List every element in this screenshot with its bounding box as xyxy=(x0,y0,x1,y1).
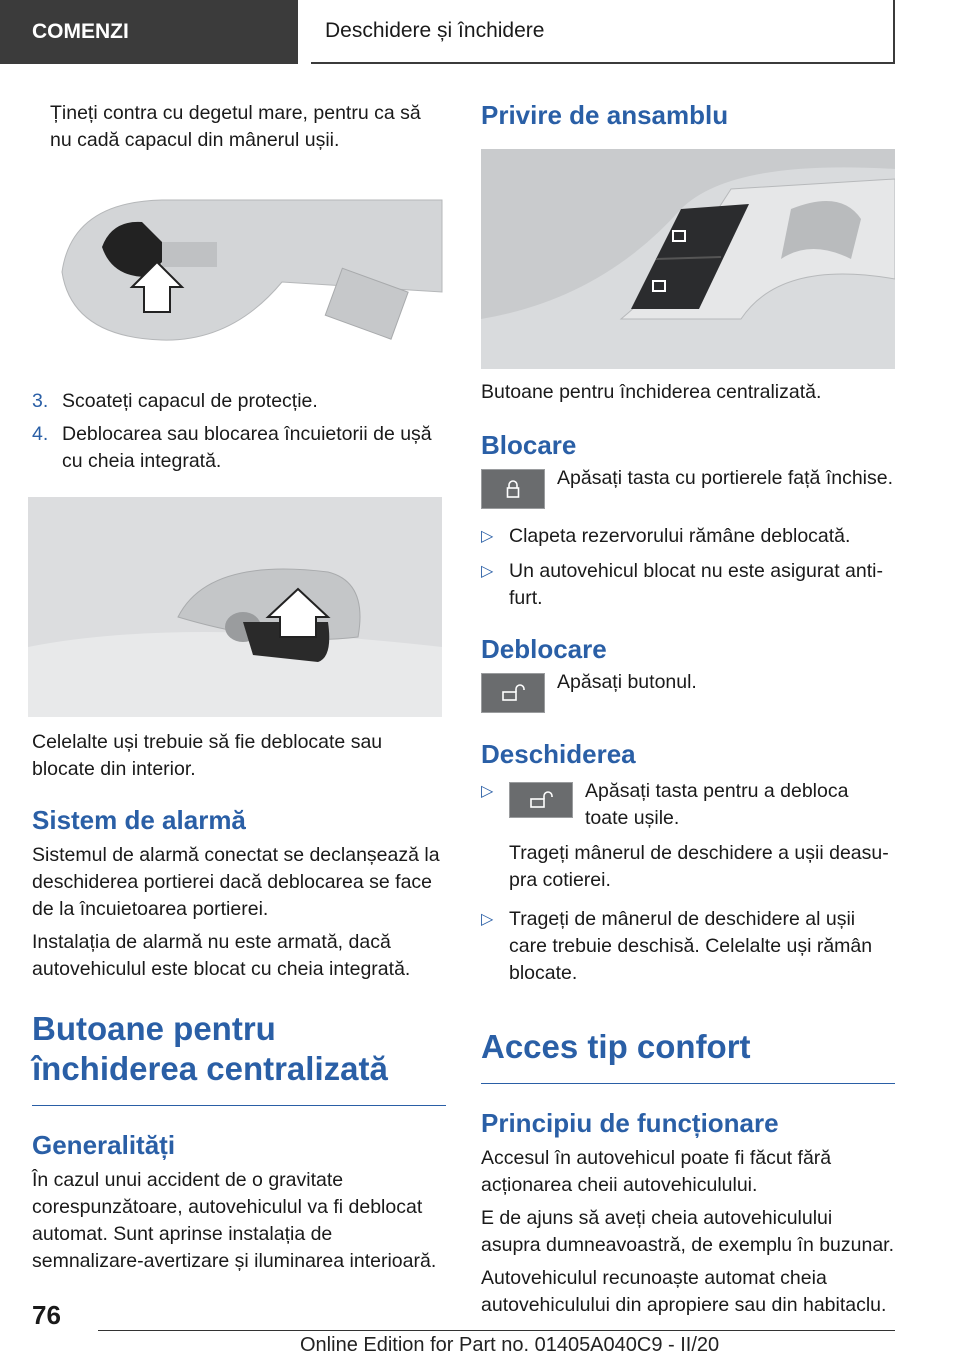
edition-footer: Online Edition for Part no. 01405A040C9 - II/20 xyxy=(300,1334,720,1356)
figure-central-lock-buttons xyxy=(481,149,895,369)
triangle-bullet-icon: ▷ xyxy=(481,911,494,928)
unlock-text: Apăsați butonul. xyxy=(557,671,697,693)
lock-row xyxy=(481,469,895,509)
central-lock-buttons-illustration xyxy=(481,149,895,369)
lock-text: Apăsați tasta cu portierele față închise. xyxy=(557,467,894,489)
overview-heading: Privire de ansamblu xyxy=(481,100,729,130)
footer-rule xyxy=(98,1330,895,1331)
bullet-text: Apăsați tasta pentru a debloca toate ușile. xyxy=(585,780,849,829)
lock-bullet-1 xyxy=(481,523,895,550)
open-heading: Deschiderea xyxy=(481,739,636,769)
key-in-lock-illustration xyxy=(28,497,442,717)
heading-rule xyxy=(481,1083,895,1084)
central-lock-heading: Butoane pentru închiderea centralizată xyxy=(32,1010,388,1087)
alarm-paragraph-2: Instalația de alarmă nu este armată, dacă autovehiculul este blocat cu cheia integrată. xyxy=(32,931,411,980)
left-column xyxy=(32,100,446,1275)
unlock-row xyxy=(481,673,895,713)
open-bullet-2 xyxy=(481,906,895,987)
step-3 xyxy=(32,388,446,415)
intro-text: Țineți contra cu degetul mare, pentru ca să nu cadă capacul din mânerul ușii. xyxy=(50,102,421,151)
principle-paragraph-2: E de ajuns să aveți cheia autovehiculului asupra dumneavoastră, de exemplu în buzunar. xyxy=(481,1207,895,1256)
lock-button-icon xyxy=(481,469,545,509)
step-text: Deblocarea sau blocarea încuietorii de ușă cu cheia integrată. xyxy=(62,423,432,472)
after-figure-text: Celelalte uși trebuie să fie deblocate sau blocate din interior. xyxy=(32,731,383,780)
triangle-bullet-icon: ▷ xyxy=(481,783,494,800)
triangle-bullet-icon: ▷ xyxy=(481,528,494,545)
right-column xyxy=(481,100,895,1319)
general-paragraph: În cazul unui accident de o gravitate corespunzătoare, autovehiculul va fi deblocat automat. Sunt aprinse instalația de semnalizare-avertizare și iluminarea interioară. xyxy=(32,1169,437,1272)
step-number: 3. xyxy=(32,390,49,412)
bullet-text: Clapeta rezervorului rămâne deblocată. xyxy=(509,525,851,547)
bullet-text: Un autovehicul blocat nu este asigurat antifurt. xyxy=(509,560,883,609)
alarm-heading: Sistem de alarmă xyxy=(32,805,246,835)
unlock-button-icon xyxy=(509,782,573,818)
unlock-heading: Deblocare xyxy=(481,634,607,664)
door-handle-cap-illustration xyxy=(32,182,446,362)
heading-rule xyxy=(32,1105,446,1106)
alarm-paragraph-1: Sistemul de alarmă conectat se declanșează la deschiderea portierei dacă deblocarea se face de la încuietoarea portierei. xyxy=(32,844,440,920)
triangle-bullet-icon: ▷ xyxy=(481,563,494,580)
open-bullet-1-continued: Trageți mânerul de deschidere a ușii deasupra cotierei. xyxy=(509,842,889,891)
step-4 xyxy=(32,421,446,475)
principle-heading: Principiu de funcționare xyxy=(481,1108,779,1138)
lock-heading: Blocare xyxy=(481,430,577,460)
figure-key-in-lock xyxy=(28,497,442,717)
comfort-access-heading: Acces tip confort xyxy=(481,1028,751,1065)
header-section: COMENZI xyxy=(0,0,298,64)
step-number: 4. xyxy=(32,423,49,445)
principle-paragraph-1: Accesul în autovehicul poate fi făcut fără acționarea cheii autovehiculului. xyxy=(481,1147,832,1196)
header-title: Deschidere și închidere xyxy=(311,0,895,64)
bullet-text: Trageți de mânerul de deschidere al ușii care trebuie deschisă. Celelalte uși rămân blocate. xyxy=(509,908,873,984)
overview-caption: Butoane pentru închiderea centralizată. xyxy=(481,381,822,403)
step-text: Scoateți capacul de protecție. xyxy=(62,390,318,412)
general-heading: Generalități xyxy=(32,1130,176,1160)
figure-door-handle-cap xyxy=(32,182,446,362)
lock-bullet-2 xyxy=(481,558,895,612)
open-bullet-1 xyxy=(481,778,895,832)
page-number: 76 xyxy=(32,1300,61,1330)
unlock-button-icon xyxy=(481,673,545,713)
principle-paragraph-3: Autovehiculul recunoaște automat cheia autovehiculului din apropiere sau din habitaclu. xyxy=(481,1267,887,1316)
